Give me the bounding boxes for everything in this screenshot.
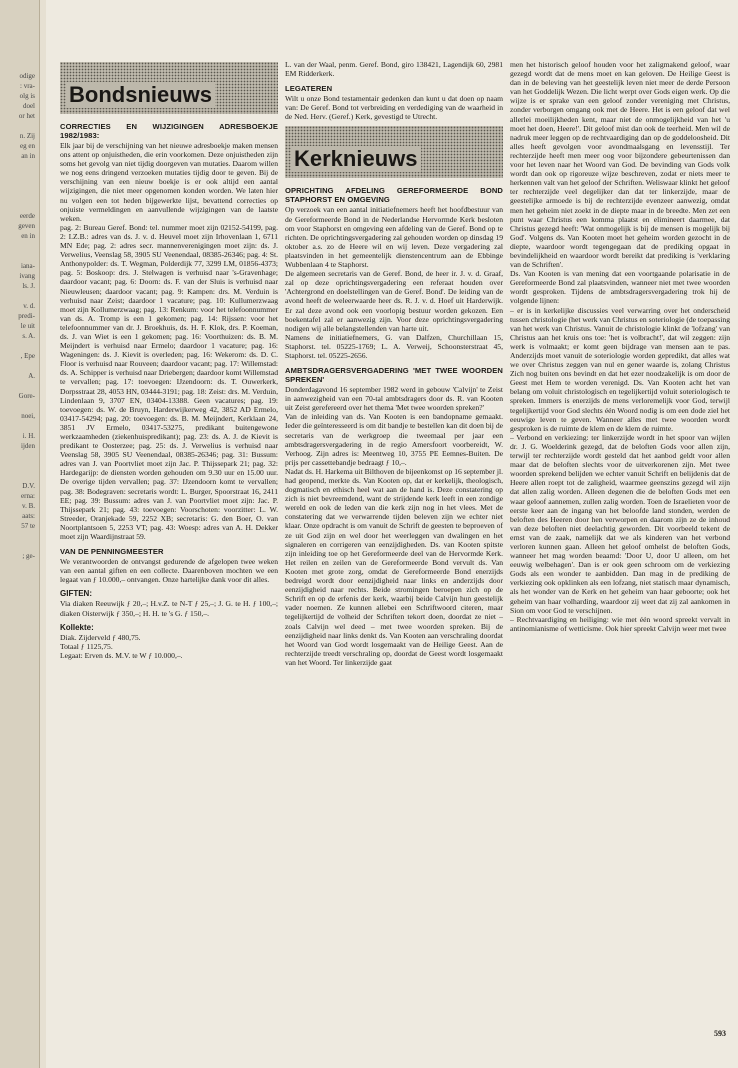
previous-page-edge <box>0 0 40 1068</box>
gutter-text-fragment: an in <box>21 152 35 160</box>
paragraph: De algemeen secretaris van de Geref. Bond, de heer ir. J. v. d. Graaf, zal op deze oprichtingsvergadering een referaat houden over 'Achtergrond en doelstellingen van de Geref. Bond'. De leiding van de avond heeft de weleerwaarde heer ds. R. J. v. d. Hoef uit Harderwijk. Er zal deze avond ook een voorlopig bestuur worden gekozen. Een boekentafel zal er aanwezig zijn. Voor deze oprichtingsvergadering nodigen wij alle belangstellenden van harte uit. <box>285 269 503 333</box>
section-heading: VAN DE PENNINGMEESTER <box>60 547 164 557</box>
paragraph: Elk jaar bij de verschijning van het nieuwe adresboekje maken mensen ons attent op onjuistheden, die erin voorkomen. Deze onjuistheden zijn soms het gevolg van niet tijdig doorgeven van mutaties. Daarom willen we nog eens dringend verzoeken mutaties tijdig door te geven. Bij de verschijning van een nieuw boekje is er ook altijd een aantal wijzigingen, die niet meer opgenomen konden worden. We laten hier nu volgen een tot heden bijgewerkte lijst, bevattend correcties op onjuiste vermeldingen en aanvullende wijzigingen van de laatste weken. <box>60 141 278 223</box>
gutter-text-fragment: v. B. <box>22 502 35 510</box>
banner-title: Bondsnieuws <box>66 82 215 108</box>
paragraph: Via diaken Reeuwijk ƒ 20,–; H.v.Z. te N-T ƒ 25,–; J. G. te H. ƒ 100,–; diaken Oisterwijk ƒ 350,–; H. H. te 's G. ƒ 150,–. <box>60 599 278 618</box>
paragraph: – Rechtvaardiging en heiliging: wie met één woord spreekt vervalt in antinomianisme of wetticisme. Ook hier spreekt Calvijn weer met twee <box>510 614 730 633</box>
gutter-text-fragment: n. Zij <box>19 132 35 140</box>
gutter-text-fragment: eg en <box>20 142 35 150</box>
paragraph: Donderdagavond 16 september 1982 werd in gebouw 'Calvijn' te Zeist in aanwezigheid van een 70-tal ambtsdragers door ds. R. van Kooten uit Zeist gerefereerd over het thema 'Met twee woorden spreken?' <box>285 385 503 413</box>
magazine-page <box>46 0 738 1068</box>
gutter-text-fragment: ls. J. <box>22 282 35 290</box>
gutter-text-fragment: odige <box>19 72 35 80</box>
gutter-text-fragment: ; ge- <box>22 552 35 560</box>
gutter-text-fragment: doel <box>22 102 35 110</box>
gutter-text-fragment: A. <box>28 372 35 380</box>
line: Diak. Zijderveld ƒ 480,75. <box>60 632 141 642</box>
gutter-text-fragment: en in <box>21 232 35 240</box>
line: Legaat: Erven ds. M.V. te W ƒ 10.000,–. <box>60 650 183 660</box>
paragraph: L. van der Waal, penm. Geref. Bond, giro 138421, Lagendijk 60, 2981 EM Ridderkerk. <box>285 60 503 79</box>
gutter-text-fragment: Gore- <box>18 392 35 400</box>
page-number: 593 <box>714 1029 726 1038</box>
column-right <box>510 60 730 1050</box>
gutter-text-fragment: aats: <box>22 512 35 520</box>
paragraph: pag. 2: Bureau Geref. Bond: tel. nummer moet zijn 02152-54199, pag. 2: I.Z.B.: adres van ds. J. v. d. Heuvel moet zijn Irhovenlaan 1, 6711 MN Ede; pag. 2: adres secr. mannenverenigingen moet zijn: ds. J. Verwelius, Veenslag 58, 3905 SU Veenendaal, 08385-26346; pag. 4: St. Anthonypolder: ds. T. Wegman, Polderdijk 77, 3299 LM, 01856-4373; pag. 5: Boskoop: drs. J. Stelwagen is verhuisd naar 's-Gravenhage; daardoor vacant; pag. 6: Doorn: ds. F. van der Sluis is verhuisd naar Nieuwleusen; daardoor vacant; pag. 9: Kampen: drs. M. Verduin is verhuisd naar Zeist; daardoor 1 vacature; pag. 10: Kullumerzwaag moet zijn Kollumerzwaag; pag. 13: Renkum: voor het telefoonnummer van ds. A. Tromp is een 1 gekomen; pag. 14: Rijssen: voor het telefoonnummer van dr. J. Broekhuis, ds. H. F. Klok, drs. P. Koeman, ds. J. van Wiet is een 1 gekomen; pag. 16: Voorthuizen: ds. B. M. Meijndert is verhuisd naar Ermelo; daardoor 1 vacature; pag. 16: Wageningen: ds. J. Kievit is overleden; pag. 16: Wekerom: ds. D. C. Floor is verhuisd naar Rouveen; daardoor vacant; pag. 17: Willemstad: ds. A. Schipper is verhuisd naar Driebergen; daardoor komt Willemstad te vervallen; pag. 17: toevoegen: IJzendoorn: ds. T. Ouwerkerk, Dorpsstraat 28, 4053 HN, 03444-3191; pag. 18: Zeist: drs. M. Verduin, Lindenlaan 9, 3707 EN, 03404-13388. Geen vacatures; pag. 19: toevoegen: ds. W. de Bruyn, Harderwijkerweg 42, 3852 AD Ermelo, 03417-54294; pag. 20: toevoegen: ds. B. M. Meijndert, Kerklaan 24, 3851 JV Ermelo, 03417-53275, predikant buitengewone werkzaamheden (ziekenhuispredikant); pag. 23: ds. A. J. de Kievit is predikant te Oosterzee; pag. 25: ds. J. Verwelius is verhuisd naar Veenslag 58, 3905 SU Veenendaal, 08385-26346; pag. 31: Bussum: adres van J. van Poortvliet moet zijn Jac. P. Thijssepark 21; pag. 32: Hardegarijp: de diensten worden gehouden om 9.30 uur en 15.00 uur. De overige tijden vervallen; pag. 37: IJzendoorn komt te vervallen; pag. 38: Bodegraven: secretaris wordt: L. Burger, Spoorstraat 16, 2411 EE; pag. 39: Bussum: adres van J. van Poortvliet moet zijn: Jac. P. Thijssepark 21; pag. 43: toevoegen: Voorschoten: voorzitter: L. W. Streeder, Oranjekade 59, 2252 XB; secretaris: G. den Boer, O. van Noortplantsoen 5, 2253 VT; pag. 43: Woesp: adres van A. H. Dekker moet zijn Waardijnstraat 59. <box>60 222 278 542</box>
section-heading: AMBTSDRAGERSVERGADERING 'MET TWEE WOORDEN SPREKEN' <box>285 366 503 385</box>
gutter-text-fragment: eerde <box>19 212 35 220</box>
gutter-text-fragment: D.V. <box>22 482 35 490</box>
gutter-text-fragment: iana- <box>21 262 35 270</box>
gutter-text-fragment: or het <box>18 112 35 120</box>
gutter-text-fragment: ivang <box>19 272 35 280</box>
paragraph: Namens de initiatiefnemers, G. van Dalfzen, Churchillaan 15, Staphorst. tel. 05225-1769; L. A. Verweij, Schoonsterstraat 45, Staphorst. tel. 05225-2656. <box>285 332 503 360</box>
section-heading: OPRICHTING AFDELING GEREFORMEERDE BOND STAPHORST EN OMGEVING <box>285 186 503 205</box>
paragraph: – Verbond en verkiezing: ter linkerzijde wordt in het spoor van wijlen dr. J. G. Woelderink gezegd, dat de beloften Gods voor allen zijn, terwijl ter rechterzijde wordt gesteld dat het aanbod geldt voor allen maar dat de beloften slechts voor de uitverkorenen zijn. Met twee woorden sprekend belijden we echter vanuit Schrift en belijdenis dat de Heere allen roept tot de zaligheid, waarmee geenszins gezegd wil zijn dat allen zalig worden. Alleen degenen die de beloften Gods met een waar geloof aannemen, zullen zalig worden. Toen de Israelieten voor de eerste keer aan de ingang van het beloofde land stonden, werden de beloften des Heeren door hen verworpen en daarom zijn ze de inhoud van deze beloften niet deelachtig geworden. Dit voorbeeld tekent de ernst van de zaak, namelijk dat we als kinderen van het verbond verloren kunnen gaan. Alleen het geloof omhelst de beloften Gods, wanneer het mag worden beaamd: 'Door U, door U alleen, om het eeuwig welbehagen'. Dan is er ook geen schroom om de verkiezing Gods als een wonder te aanbidden. Dan mag in de prediking de verkiezing ook opklinken als een lofzang, niet statisch maar dynamisch, als het wonder van de Kerk en het geheim van haar geboorte; ook het geheim van haar volharding, waardoor zij weet dat zij zal aankomen in Sion om voor God te verschijnen. <box>510 432 730 615</box>
section-heading: LEGATEREN <box>285 84 333 94</box>
section-heading: Kollekte: <box>60 622 94 632</box>
paragraph: Ds. Van Kooten is van mening dat een voortgaande polarisatie in de Gereformeerde Bond zal plaatsvinden, wanneer niet met twee woorden wordt gesproken. Tijdens de ambtsdragersvergadering trok hij de volgende lijnen: <box>510 269 730 306</box>
gutter-text-fragment: erna: <box>21 492 35 500</box>
banner-title: Kerknieuws <box>291 146 421 172</box>
gutter-text-fragment: v. d. <box>23 302 35 310</box>
gutter-text-fragment: : vra- <box>20 82 35 90</box>
gutter-text-fragment: 57 te <box>21 522 35 530</box>
paragraph: – er is in kerkelijke discussies veel verwarring over het onderscheid tussen christologie (het werk van Christus en soteriologie (de toepassing van het werk van Christus. Vanuit de christologie klinkt de 'lofzang' van Christus aan het kruis ons toe: 'het is volbracht!', dat wil zeggen: zijn werk is volmaakt; er komt geen bijdrage van mensen aan te pas. Anderzijds moet vanuit de soteriologie worden gepredikt, dat alles wat we over Christus zeggen van nul en gener waarde is, zolang Christus Zich nog buiten ons bevindt en dat het ezer noodzakelijk is om door de Geest met Hem te worden verenigd. Ds. Van Kooten acht het van belang om voluit christologisch en tegelijkertijd voluit soteriologisch te spreken. Immers is enerzijds de mens verloremelijk voor God, terwijl tegelijkertijd voor God slechts één Woord nodig is om een dode ziel het eeuwige leven te geven. Wanneer alles met twee woorden wordt gesproken is de ruimte de klem en de klem de ruimte. <box>510 305 730 433</box>
section-heading: GIFTEN: <box>60 589 92 599</box>
gutter-text-fragment: olg is <box>19 92 35 100</box>
gutter-text-fragment: , Epe <box>20 352 35 360</box>
paragraph: Nadat ds. H. Harkema uit Bilthoven de bijeenkomst op 16 september jl. had geopend, merkte ds. Van Kooten op, dat er kerkelijk, theologisch, dogmatisch en ethisch heel wat aan de hand is. Deze constatering op zich is niet bevreemdend, want de strijdende kerk leeft in een zondige wereld en ook de leden van die kerk zijn nog in het vlees. Met de constatering dat we verwarrende tijden beleven zijn we echter niet klaar. Onze opdracht is om vanuit de Schrift de geesten te beproeven of ze uit God zijn en wel door het weerleggen van dwalingen en het signaleren en corrigeren van eenzijdigheden. Ds. van Kooten spitste zijn inleiding toe op het Gereformeerde deel van de Hervormde Kerk. Het reilen en zeilen van de Gereformeerde Bond vervult ds. Van Kooten met grote zorg, omdat de Gereformeerde Bond enerzijds bedreigd wordt door eenzijdigheid naar links en anderzijds door eenzijdigheid naar rechts. Beide stromingen beroepen zich op de Schrift en op de erfenis der kerk, waarbij beide Calvijn hun geestelijk vader noemen. Ze kunnen allebei een Schriftwoord citeren, maar tegelijkertijd de volheid der Schriften tekort doen, doordat ze niet – zoals Calvijn wel deed – met twee woorden spreken. Bij de eenzijdigheid naar links denkt ds. Van Kooten aan verschraling doordat het Woord van God wordt losgemaakt van de Heilige Geest. Aan de rechterzijde treedt verschraling op, doordat de Geest wordt losgemaakt van het Woord. Ter linkerzijde gaat <box>285 466 503 667</box>
gutter-text-fragment: ijden <box>21 442 35 450</box>
column-middle <box>285 60 503 1050</box>
paragraph: Op verzoek van een aantal initiatiefnemers heeft het hoofdbestuur van de Gereformeerde Bond in de Nederlandse Hervormde Kerk besloten om voor Staphorst en omgeving een afdeling van de Geref. Bond op te richten. De oprichtingsvergadering zal gehouden worden op dinsdag 19 oktober a.s. zo de Heere wil en wij leven. Deze vergadering zal plaatsvinden in het gemeentelijk dienstencentrum aan de Ebbinge Wubbenlaan 4 te Staphorst. <box>285 205 503 270</box>
gutter-text-fragment: geven <box>18 222 35 230</box>
column-left <box>60 60 278 1050</box>
gutter-text-fragment: le uit <box>20 322 35 330</box>
kerknieuws-banner <box>285 126 503 178</box>
gutter-text-fragment: s. A. <box>22 332 35 340</box>
gutter-text-fragment: predi- <box>18 312 35 320</box>
section-heading: CORRECTIES EN WIJZIGINGEN ADRESBOEKJE 1982/1983: <box>60 122 278 140</box>
paragraph: Wilt u onze Bond testamentair gedenken dan kunt u dat doen op naam van: De Geref. Bond tot verbreiding en verdediging van de waarheid in de Ned. Herv. (Geref.) Kerk, gevestigd te Utrecht. <box>285 94 503 122</box>
paragraph: men het historisch geloof houden voor het zaligmakend geloof, waar gezegd wordt dat de mens moet en kan geloven. De Heilige Geest is dan in de beleving van het geestelijk leven niet meer de derde Persoon van het Goddelijk Wezen. Die licht werpt over Gods eigen werk. Op die wijze is er sprake van een geloof zonder vereniging met Christus, zonder verborgen omgang ook met de Heere. Het is een geloof dat wel allerlei moeilijkheden kent, maar niet de onmogelijkheid van het 'u moet het doen, Heere!'. Dit geloof mist dan ook de teerheid. Men wil de nadruk meer leggen op de rechtvaardiging dan op de goddeloosheid. Dit alles heeft gevolgen voor avondmaalsgang en levensstijl. Ter rechterzijde heeft men meer oog voor bijzondere gebeurtenissen dan voor het leven naar het Woord van God. De bevinding van Gods volk wordt dan ook op rigoreuze wijze beschreven, zodat er niets meer te herkennen valt van het geloof der Schriften. Weliswaar klinkt het geloof ter rechterzijde veel degelijker dan dat ter linkerzijde, maar de geestelijke armoede is bij de rechterzijde evenzeer aanwezig, omdat men het geheim niet zoekt in de diepte maar in de breedte. Men zet een punt waar Christus een komma plaatst en elimineert daarmee, dat Christus gezegd heeft: 'Wat onmogelijk is bij de mensen is mogelijk bij God'. Volgens ds. Van Kooten moet het geheim worden gezocht in de diepte, waardoor wordt tegengegaan dat de prediking opgaat in bevindelijkheid en waardoor wordt bereikt dat prediking is 'verklaring van de Schriften'. <box>510 60 730 270</box>
paragraph: We verantwoorden de ontvangst gedurende de afgelopen twee weken van een aantal giften en een collecte. Daarenboven mochten we een legaat van ƒ 10.000,– ontvangen. Onze hartelijke dank voor dit alles. <box>60 557 278 585</box>
bondsnieuws-banner <box>60 62 278 114</box>
line: Totaal ƒ 1125,75. <box>60 641 113 651</box>
paragraph: Van de inleiding van ds. Van Kooten is een bandopname gemaakt. Ieder die geïnteresseerd is om dit bandje te bestellen kan dit doen bij de secretaris van de werkgroep die tweemaal per jaar een ambtsdragersvergadering in de regio Amersfoort voorbereidt, W. Verhoog. Zijn adres is: Meentweg 10, 3755 PE Eemnes-Buiten. De prijs per cassettebandje bedraagt ƒ 10,–. <box>285 412 503 467</box>
gutter-text-fragment: i. H. <box>22 432 35 440</box>
gutter-text-fragment: noei, <box>21 412 35 420</box>
